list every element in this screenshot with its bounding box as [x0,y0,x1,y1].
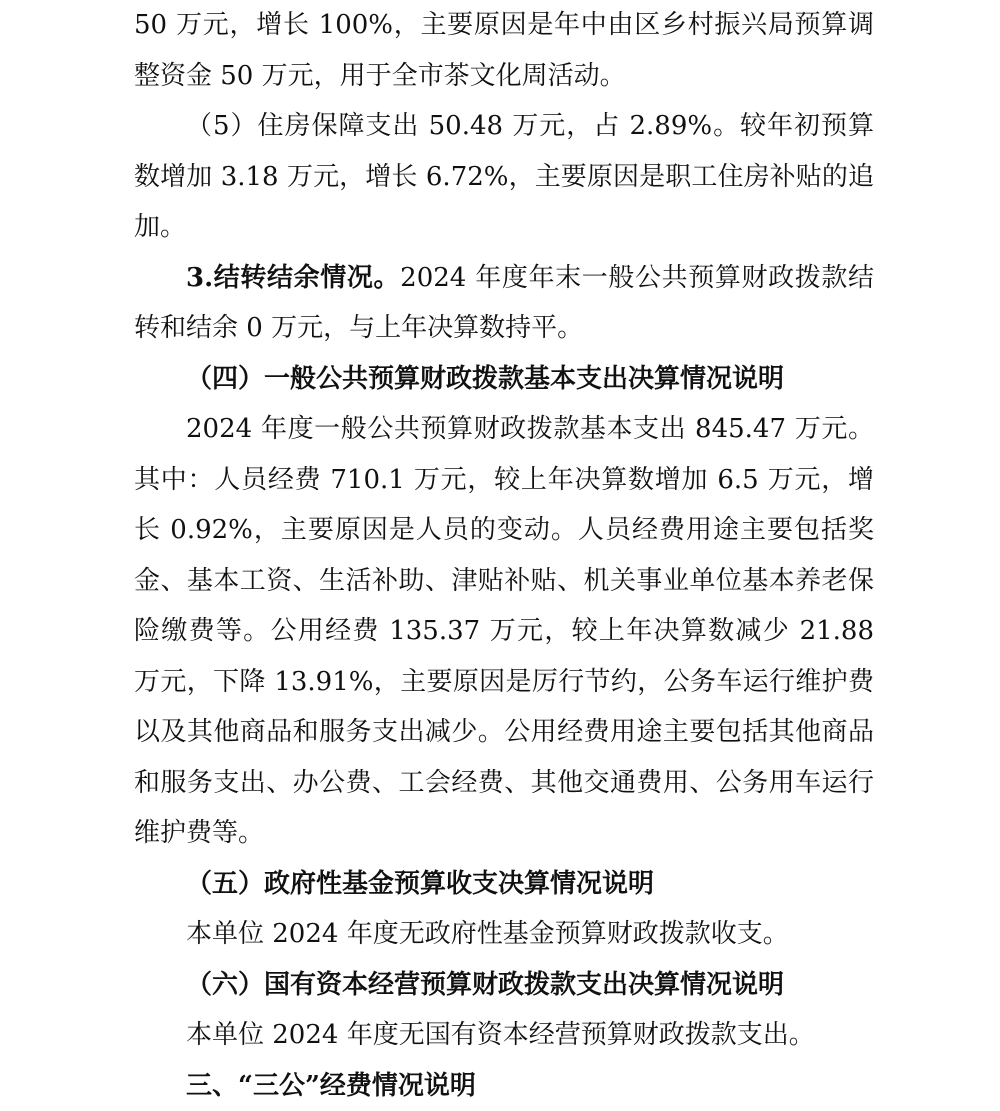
heading-state-capital: （六）国有资本经营预算财政拨款支出决算情况说明 [134,960,874,1011]
carryover-body: 2024 年度年末一般公共预算财政拨款结转和结余 0 万元，与上年决算数持平。 [134,263,874,344]
paragraph-government-fund: 本单位 2024 年度无政府性基金预算财政拨款收支。 [134,909,874,960]
document-page [134,0,874,1111]
paragraph-tea-culture: 50 万元，增长 100%，主要原因是年中由区乡村振兴局预算调整资金 50 万元，用于全市茶文化周活动。 [134,0,874,101]
paragraph-state-capital: 本单位 2024 年度无国有资本经营预算财政拨款支出。 [134,1010,874,1061]
heading-government-fund: （五）政府性基金预算收支决算情况说明 [134,859,874,910]
paragraph-housing-expenditure: （5）住房保障支出 50.48 万元，占 2.89%。较年初预算数增加 3.18 万元，增长 6.72%，主要原因是职工住房补贴的追加。 [134,101,874,253]
heading-basic-expenditure: （四）一般公共预算财政拨款基本支出决算情况说明 [134,354,874,405]
paragraph-basic-expenditure: 2024 年度一般公共预算财政拨款基本支出 845.47 万元。其中：人员经费 710.1 万元，较上年决算数增加 6.5 万元，增长 0.92%，主要原因是人员的变动。人员经费用途主要包括奖金、基本工资、生活补助、津贴补贴、机关事业单位基本养老保险缴费等。公用经费 135.37 万元，较上年决算数减少 21.88 万元，下降 13.91%，主要原因是厉行节约，公务车运行维护费以及其他商品和服务支出减少。公用经费用途主要包括其他商品和服务支出、办公费、工会经费、其他交通费用、公务用车运行维护费等。 [134,404,874,859]
carryover-lead: 3.结转结余情况。 [186,263,400,293]
heading-three-public-expenses: 三、“三公”经费情况说明 [134,1061,874,1111]
paragraph-carryover [134,253,874,354]
